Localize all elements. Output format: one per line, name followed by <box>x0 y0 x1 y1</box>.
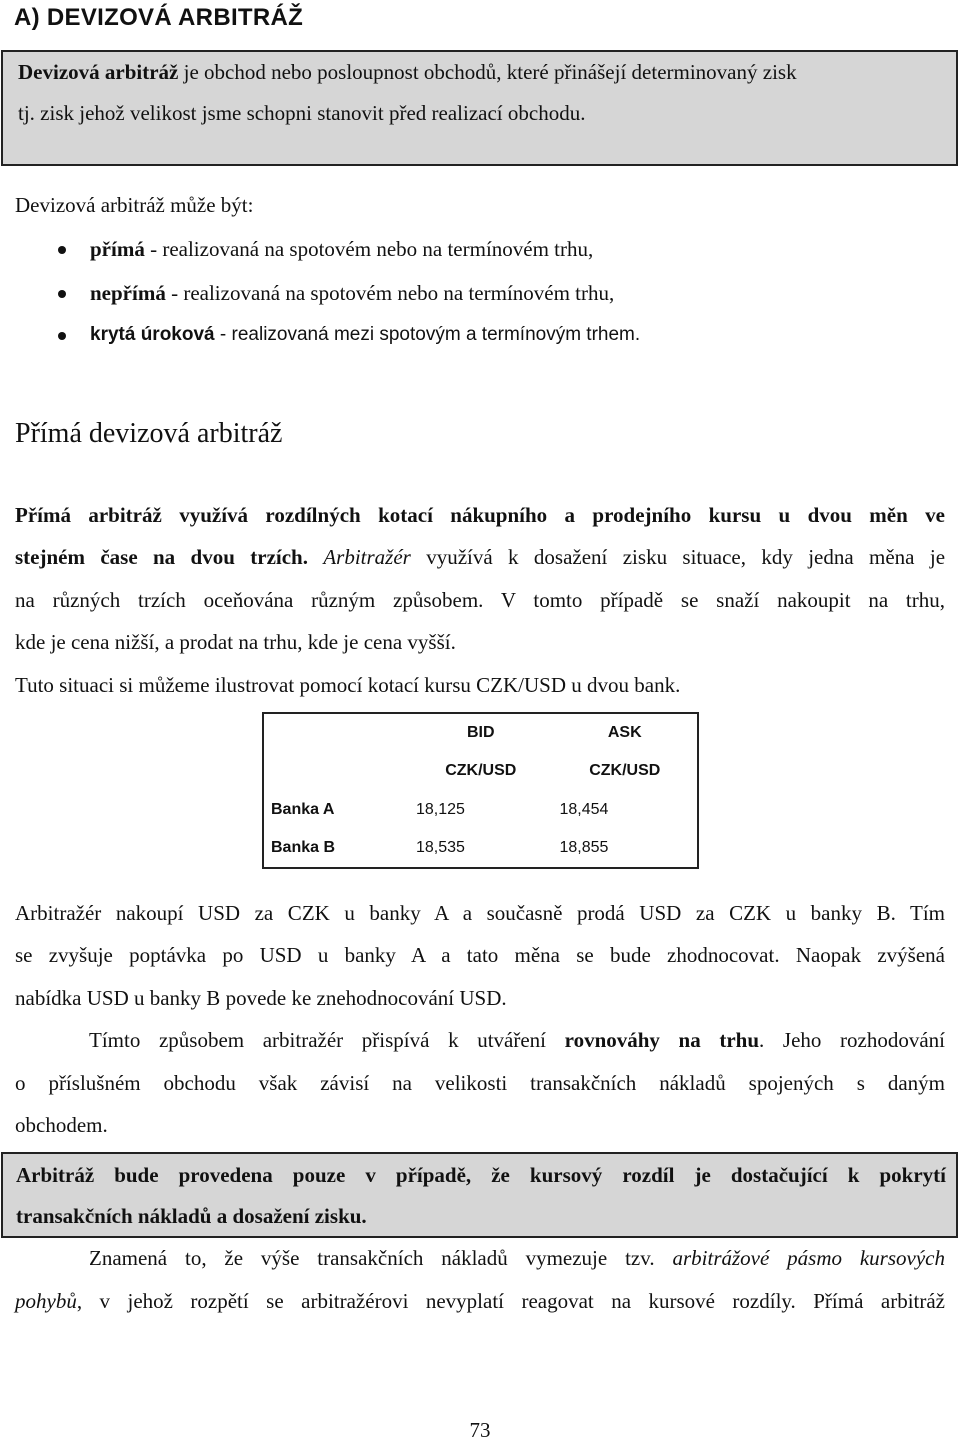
direct-para-line-1-bold: Přímá arbitráž využívá rozdílných kotací nákupního a prodejního kursu u dvou měn ve <box>15 503 945 527</box>
table-unit-row <box>263 752 698 790</box>
direct-arbitrage-heading: Přímá devizová arbitráž <box>15 418 283 449</box>
direct-para-line-2-rest: využívá k dosažení zisku situace, kdy jedna měna je <box>426 545 946 569</box>
arbitrage-band-term: arbitrážové pásmo kursových <box>672 1246 945 1270</box>
equilibrium-line-2: o příslušném obchodu však závisí na velikosti transakčních nákladů spojených s daným <box>15 1071 945 1095</box>
type-term: krytá úroková <box>90 324 215 345</box>
direct-para-line-1 <box>15 503 945 528</box>
ask-unit: CZK/USD <box>589 762 661 780</box>
band-line-1-start: Znamená to, že výše transakčních nákladů vymezuje tzv. <box>89 1246 673 1270</box>
bullet-icon <box>58 290 66 298</box>
definition-line-1 <box>18 52 948 93</box>
definition-box <box>1 50 958 166</box>
bid-unit: CZK/USD <box>445 762 517 780</box>
bid-header: BID <box>466 724 495 742</box>
table-row <box>263 790 698 828</box>
bullet-icon <box>58 246 66 254</box>
direct-para-line-2-bold: stejném čase na dvou trzích. <box>15 545 308 569</box>
types-intro: Devizová arbitráž může být: <box>15 193 254 217</box>
explanation-line-1: Arbitražér nakoupí USD za CZK u banky A a současně prodá USD za CZK u banky B. Tím <box>15 901 945 925</box>
arbitrazer-term: Arbitražér <box>323 545 411 569</box>
condition-box <box>1 1152 958 1238</box>
condition-line-2: transakčních nákladů a dosažení zisku. <box>16 1204 367 1228</box>
ask-value: 18,855 <box>559 838 609 856</box>
definition-line-1-rest: je obchod nebo posloupnost obchodů, které přinášejí determinovaný zisk <box>178 60 797 84</box>
type-item-text <box>90 281 614 306</box>
type-term: přímá <box>90 237 145 261</box>
type-item-text <box>90 237 593 262</box>
type-desc: - realizovaná mezi spotovým a termínovým trhem. <box>214 324 641 345</box>
condition-line-1: Arbitráž bude provedena pouze v případě, že kursový rozdíl je dostačující k pokrytí <box>16 1163 946 1187</box>
explanation-line-2: se zvyšuje poptávka po USD u banky A a tato měna se bude zhodnocovat. Naopak zvýšená <box>15 943 945 967</box>
quote-table <box>262 712 699 869</box>
bank-name: Banka B <box>271 838 336 856</box>
definition-term: Devizová arbitráž <box>18 60 179 84</box>
type-desc: - realizovaná na spotovém nebo na termínovém trhu, <box>144 237 594 261</box>
bullet-icon <box>58 332 66 340</box>
definition-line-2: tj. zisk jehož velikost jsme schopni stanovit před realizací obchodu. <box>18 101 586 125</box>
type-desc: - realizovaná na spotovém nebo na termínovém trhu, <box>165 281 615 305</box>
band-line-2 <box>15 1289 945 1314</box>
explanation-line-3: nabídka USD u banky B povede ke znehodnocování USD. <box>15 986 507 1010</box>
bid-value: 18,125 <box>416 800 465 818</box>
direct-para-line-2 <box>15 545 945 570</box>
direct-para-line-5: Tuto situaci si můžeme ilustrovat pomocí kotací kursu CZK/USD u dvou bank. <box>15 673 681 697</box>
type-item-text <box>90 324 640 346</box>
band-line-2-rest: , v jehož rozpětí se arbitražérovi nevyplatí reagovat na kursové rozdíly. Přímá arbitráž <box>76 1289 945 1313</box>
table-corner-cell <box>263 752 409 790</box>
page-number: 73 <box>469 1418 491 1442</box>
ask-header: ASK <box>607 724 642 742</box>
table-row <box>263 829 698 868</box>
equilibrium-line-1 <box>89 1028 945 1053</box>
table-header-row <box>263 713 698 752</box>
direct-para-line-4: kde je cena nižší, a prodat na trhu, kde je cena vyšší. <box>15 630 456 654</box>
direct-para-line-3: na různých trzích oceňována různým způsobem. V tomto případě se snaží nakoupit na trhu, <box>15 588 945 612</box>
ask-value: 18,454 <box>559 800 609 818</box>
table-corner-cell <box>263 713 409 752</box>
band-line-1 <box>89 1246 945 1271</box>
market-equilibrium-term: rovnováhy na trhu <box>564 1028 760 1052</box>
bid-value: 18,535 <box>416 838 465 856</box>
equilibrium-line-3: obchodem. <box>15 1113 108 1137</box>
section-heading-devizova-arbitraz: A) DEVIZOVÁ ARBITRÁŽ <box>14 4 304 31</box>
equilibrium-line-1-start: Tímto způsobem arbitražér přispívá k utváření <box>89 1028 565 1052</box>
equilibrium-line-1-end: . Jeho rozhodování <box>759 1028 945 1052</box>
type-term: nepřímá <box>90 281 166 305</box>
bank-name: Banka A <box>271 800 335 818</box>
arbitrage-band-term-end: pohybů <box>15 1289 77 1313</box>
